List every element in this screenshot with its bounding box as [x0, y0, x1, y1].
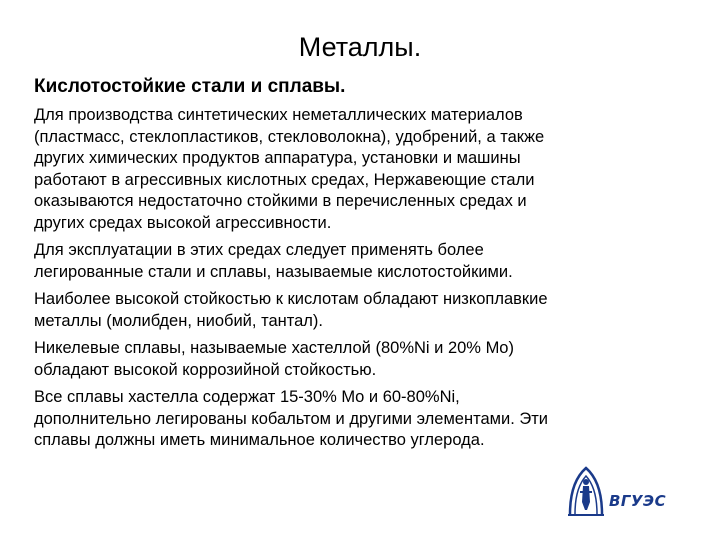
- paragraph-hastelloy-composition: Все сплавы хастелла содержат 15-30% Mo и 60-80%Ni, дополнительно легированы кобальтом и другими элементами. Эти сплавы должны иметь минимальное количество углерода.: [34, 388, 549, 449]
- paragraph-hastelloy: Никелевые сплавы, называемые хастеллой (80%Ni и 20% Mo) обладают высокой коррозийной стойкостью.: [34, 339, 514, 379]
- paragraph-production-equipment: Для производства синтетических неметаллических материалов (пластмасс, стеклопластиков, стекловолокна), удобрений, а также других химических продуктов аппаратура, установки и машины работают в агрессивных кислотных средах, Нержавеющие стали оказываются недостаточно стойкими в перечисленных средах и других средах высокой агрессивности.: [34, 106, 545, 232]
- slide-subtitle: Кислотостойкие стали и сплавы.: [34, 76, 346, 97]
- paragraph-refractory-metals: Наиболее высокой стойкостью к кислотам обладают низкоплавкие металлы (молибден, ниобий, тантал).: [34, 290, 548, 330]
- paragraph-acid-resistant-steels: Для эксплуатации в этих средах следует применять более легированные стали и сплавы, называемые кислотостойкими.: [34, 241, 513, 281]
- slide-body: [34, 105, 690, 458]
- university-emblem-icon: [566, 462, 606, 518]
- university-logo: [566, 462, 666, 518]
- slide-title: Металлы.: [298, 32, 422, 62]
- university-logo-text: ВГУЭС: [609, 492, 667, 510]
